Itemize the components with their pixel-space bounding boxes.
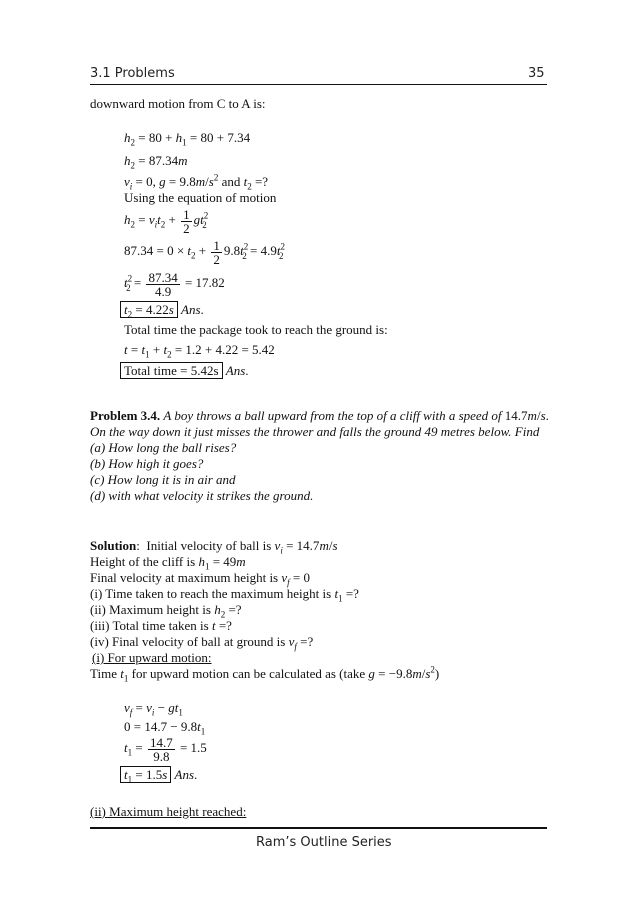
answer-t1: $t_1 = 1.5s$ Ans. [120, 767, 197, 783]
equation-of-motion-label: Using the equation of motion [124, 190, 277, 205]
solution-item-ii: (ii) Maximum height is $h_2$ =? [90, 602, 242, 620]
equation-t2-squared: $t^2_2$ = $\frac{87.34}{4.9}$ = 17.82 [124, 269, 225, 299]
running-header-section: 3.1 Problems [90, 66, 175, 81]
equation-vf-substitution: $0 = 14.7 - 9.8t_1$ [124, 719, 206, 737]
question-c: (c) How long it is in air and [90, 472, 236, 487]
solution-item-i: (i) Time taken to reach the maximum height is $t_1$ =? [90, 586, 359, 604]
solution-item-iii: (iii) Total time taken is t =? [90, 618, 232, 633]
header-rule [90, 84, 547, 85]
equation-of-motion: $h_2 = v_it_2$ + $\frac{1}{2}$ $gt^2_2$ [124, 206, 209, 236]
problem-statement-line1: Problem 3.4. A boy throws a ball upward from the top of a cliff with a speed of 14.7m/s. [90, 408, 549, 423]
answer-box-t1: $t_1 = 1.5s$ [120, 766, 171, 783]
equation-substitution: $87.34 = 0 \times t_2$ + $\frac{1}{2}$ $9.8t^2_2 = 4.9t^2_2$ [124, 237, 285, 267]
answer-box-total-time: Total time = 5.42s [120, 362, 223, 379]
equation-h2-sum: $h_2 = 80 + h_1 = 80 + 7.34$ [124, 130, 251, 148]
equation-givens: $v_i = 0$, $g = 9.8m/s^2$ and $t_2$ =? [124, 172, 269, 192]
footer-rule [90, 827, 547, 829]
subheading-upward-motion: (i) For upward motion: [92, 650, 212, 665]
equation-t1-fraction: $t_1$ = $\frac{14.7}{9.8}$ = 1.5 [124, 734, 207, 764]
question-d: (d) with what velocity it strikes the ground. [90, 488, 314, 503]
solution-item-iv: (iv) Final velocity of ball at ground is $v_f$ =? [90, 634, 314, 652]
solution-time-calc-text: Time $t_1$ for upward motion can be calculated as (take $g = -9.8m/s^2$) [90, 664, 440, 684]
total-time-text: Total time the package took to reach the ground is: [124, 322, 388, 337]
intro-text: downward motion from C to A is: [90, 96, 266, 111]
answer-box-t2: $t_2 = 4.22s$ [120, 301, 178, 318]
footer-series: Ram’s Outline Series [256, 835, 392, 850]
question-a: (a) How long the ball rises? [90, 440, 237, 455]
page-number: 35 [528, 66, 545, 81]
equation-total-time: $t = t_1 + t_2 = 1.2 + 4.22 = 5.42$ [124, 342, 275, 360]
solution-final-velocity-max: Final velocity at maximum height is $v_f = 0$ [90, 570, 311, 588]
solution-initial-velocity: Solution: Initial velocity of ball is $v_i = 14.7m/s$ [90, 538, 338, 556]
question-b: (b) How high it goes? [90, 456, 204, 471]
answer-t2: $t_2 = 4.22s$ Ans. [120, 302, 204, 318]
equation-h2-value: $h_2 = 87.34m$ [124, 153, 188, 171]
answer-total-time: Total time = 5.42s Ans. [120, 363, 249, 379]
equation-vf: $v_f = v_i - gt_1$ [124, 700, 183, 718]
solution-cliff-height: Height of the cliff is $h_1 = 49m$ [90, 554, 246, 572]
subheading-max-height: (ii) Maximum height reached: [90, 804, 247, 819]
problem-statement-line2: On the way down it just misses the thrower and falls the ground 49 metres below. Find [90, 424, 540, 439]
